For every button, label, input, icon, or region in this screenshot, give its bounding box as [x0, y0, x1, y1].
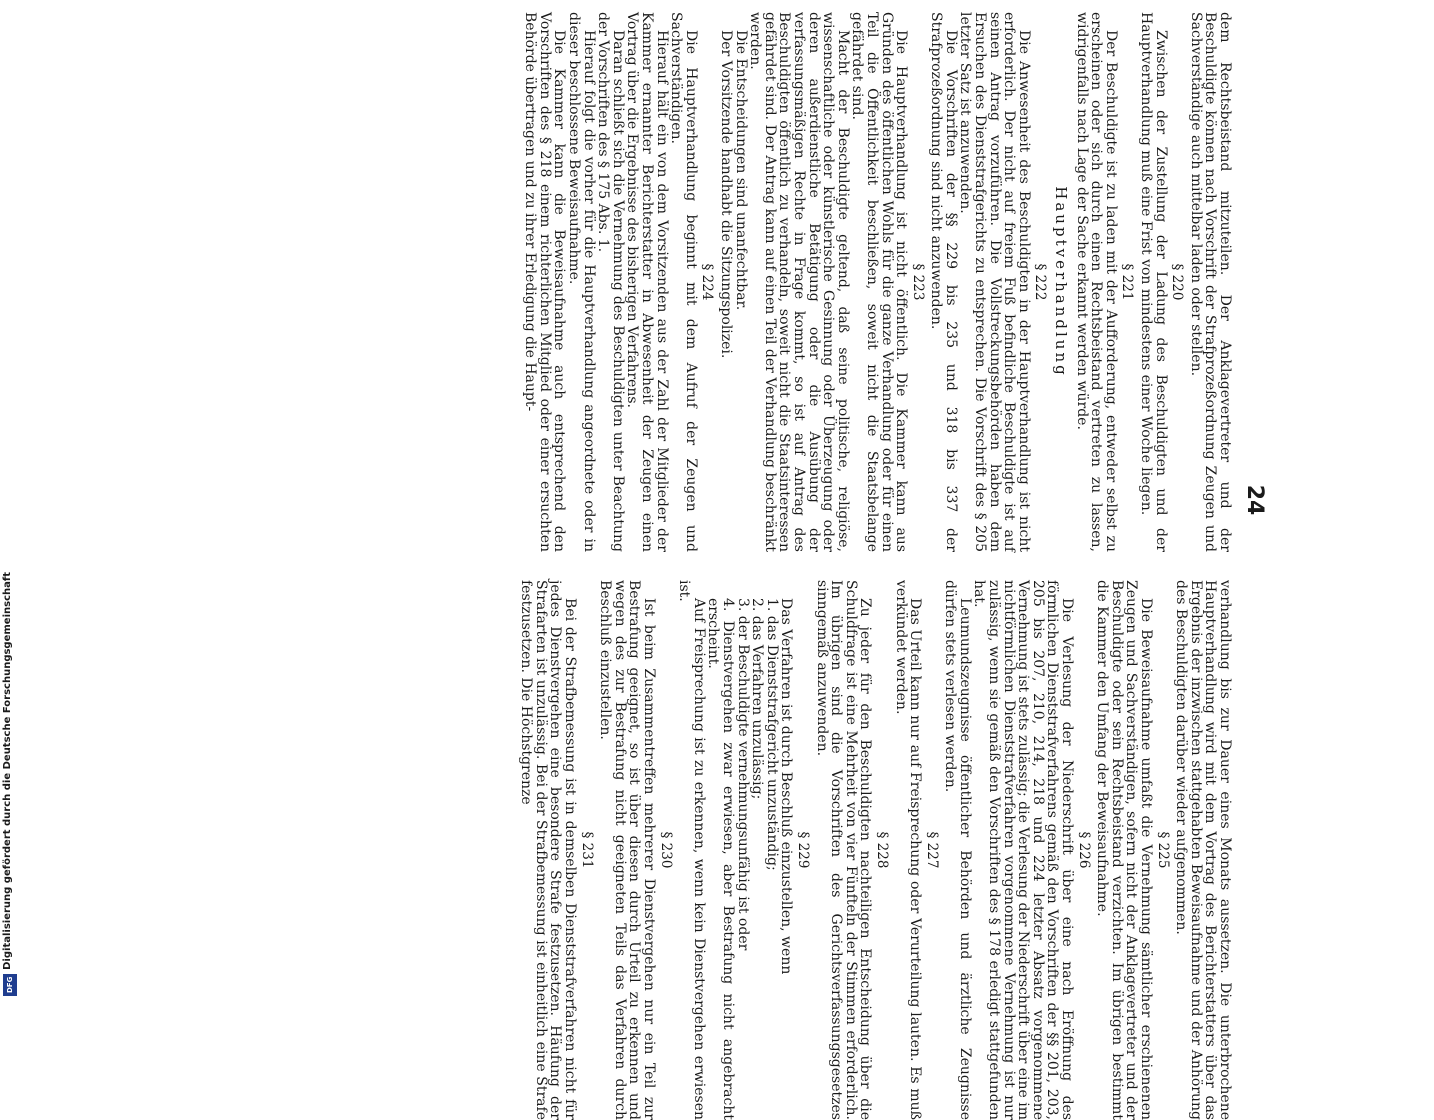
list-item: 4. Dienstvergehen zwar erwiesen, aber Bestrafung nicht angebracht erscheint. [705, 598, 736, 1120]
credit-text: Digitalisierung gefördert durch die Deutsche Forschungsgemeinschaft [2, 572, 13, 970]
paragraph: Der Vorsitzende handhabt die Sitzungspolizei. [718, 30, 734, 359]
paragraph: Daran schließt sich die Vernehmung des Beschuldigten unter Beachtung der Vorschriften des § 175 Abs. 1. [595, 12, 626, 552]
section-heading: § 222 [1032, 263, 1049, 301]
left-column [523, 12, 1232, 552]
section-heading: § 221 [1119, 263, 1136, 301]
paragraph: Ist beim Zusammentreffen mehrerer Dienstvergehen nur ein Teil zur Bestrafung geeignet, so ist über diesen durch Urteil zu erkennen und wegen des zur Bestrafung nicht geeigneten Teils das Verfahren durch Beschluß einzustellen. [597, 580, 658, 1120]
section-heading: § 224 [699, 263, 716, 301]
section-heading: § 220 [1169, 263, 1186, 301]
list-item: 2. das Verfahren unzulässig; [749, 598, 766, 800]
paragraph: Die Kammer kann die Beweisaufnahme auch entsprechend den Vorschriften des § 218 einem richterlichen Mitglied oder einer ersuchten Behörde übertragen und zu ihrer Erledigung die Haupt- [522, 12, 568, 552]
section-heading: § 228 [873, 831, 890, 869]
section-heading: § 227 [923, 831, 940, 869]
section-heading: § 225 [1154, 831, 1171, 869]
paragraph: Die Anwesenheit des Beschuldigten in der Hauptverhandlung ist nicht erforderlich. Der nicht auf freiem Fuß befindliche Beschuldigte ist auf seinen Antrag vorzuführen. Die Vollstreckungsbehörden haben dem Ersuchen des Dienststrafgerichts zu entsprechen. Die Vorschrift des § 205 letzter Satz ist anzuwenden. [957, 12, 1032, 552]
paragraph: Das Verfahren ist durch Beschluß einzustellen, wenn [778, 598, 795, 975]
paragraph: Die Hauptverhandlung ist nicht öffentlich. Die Kammer kann aus Gründen des öffentlichen Wohls für die ganze Verhandlung oder für einen Teil die Öffentlichkeit beschließen, soweit nicht die Staatsbelange gefährdet sind. [849, 12, 910, 552]
digitization-credit [0, 0, 22, 1000]
paragraph: Macht der Beschuldigte geltend, daß seine politische, religiöse, wissenschaftliche oder künstlerische Gesinnung oder Überzeugung oder deren außerdienstliche Betätigung oder die Ausübung der verfassungsmäßigen Rechte in Frage kommt, so ist auf Antrag des Beschuldigten öffentlich zu verhandeln, soweit nicht die Staatsinteressen gefährdet sind. Der Antrag kann auf einen Teil der Verhandlung beschränkt werden. [747, 12, 851, 552]
paragraph: Leumundszeugnisse öffentlicher Behörden und ärztliche Zeugnisse dürfen stets verlesen werden. [942, 580, 973, 1120]
paragraph: Bei der Strafbemessung ist in demselben Dienststrafverfahren nicht für jedes Dienstvergehen eine besondere Strafe festzusetzen. Häufung der Strafarten ist unzulässig. Bei der Strafbemessung ist einheitlich eine Strafe festzusetzen. Die Höchstgrenze [518, 580, 579, 1120]
paragraph: dem Rechtsbeistand mitzuteilen. Der Anklagevertreter und der Beschuldigte können nach Vorschrift der Strafprozeßordnung Zeugen und Sachverständige auch mittelbar laden oder stellen. [1187, 12, 1233, 552]
paragraph: Zwischen der Zustellung der Ladung des Beschuldigten und der Hauptverhandlung muß eine Frist von mindestens einer Woche liegen. [1138, 12, 1169, 552]
paragraph: Die Verlesung der Niederschrift über eine nach Eröffnung des förmlichen Dienststrafverfahrens gemäß den Vorschriften der §§ 201, 203, 205 bis 207, 210, 214, 218 und 224 letzter Absatz vorgenommene Vernehmung ist stets zulässig; die Verlesung der Niederschrift über eine im nichtförmlichen Dienststrafverfahren vorgenommene Vernehmung ist nur zulässig, wenn sie gemäß den Vorschriften des § 178 erledigt stattgefunden hat. [971, 580, 1076, 1120]
page-number: 24 [1242, 484, 1267, 516]
section-heading: § 230 [657, 831, 674, 869]
section-heading: § 226 [1075, 831, 1092, 869]
paragraph: Das Urteil kann nur auf Freisprechung oder Verurteilung lauten. Es muß verkündet werden. [892, 580, 924, 1120]
list-item: 3. der Beschuldigte vernehmungsunfähig ist oder [734, 598, 751, 951]
section-heading: § 231 [578, 831, 595, 869]
paragraph: verhandlung bis zur Dauer eines Monats aussetzen. Die unterbrochene Hauptverhandlung wird mit dem Vortrag des Berichterstatters über das Ergebnis der inzwischen stattgehabten Beweisaufnahme und der Anhörung des Beschuldigten darüber wieder aufgenommen. [1173, 580, 1233, 1120]
paragraph: Hierauf hält ein von dem Vorsitzenden aus der Zahl der Mitglieder der Kammer ernannter Berichterstatter in Abwesenheit der Zeugen einen Vortrag über die Ergebnisse des bisherigen Verfahrens. [624, 12, 670, 552]
paragraph: Auf Freisprechung ist zu erkennen, wenn kein Dienstvergehen erwiesen ist. [676, 580, 707, 1120]
document-page [117, 10, 1317, 1120]
right-column [519, 580, 1232, 1120]
paragraph: Die Vorschriften der §§ 229 bis 235 und 318 bis 337 der Strafprozeßordnung sind nicht anzuwenden. [928, 12, 959, 552]
dfg-logo-icon: DFG [3, 974, 17, 996]
paragraph: Die Entscheidungen sind unanfechtbar. [732, 30, 749, 311]
paragraph: Die Beweisaufnahme umfaßt die Vernehmung sämtlicher erschienenen Zeugen und Sachverständigen, sofern nicht der Anklagevertreter und der Beschuldigte oder sein Rechtsbeistand verzichten. Im übrigen bestimmt die Kammer den Umfang der Beweisaufnahme. [1094, 580, 1155, 1120]
paragraph: Der Beschuldigte ist zu laden mit der Aufforderung, entweder selbst zu erscheinen oder sich durch einen Rechtsbeistand vertreten zu lassen, widrigenfalls nach Lage der Sache erkannt werden würde. [1073, 12, 1119, 552]
list-item: 1. das Dienststrafgericht unzuständig; [763, 598, 780, 871]
section-heading: § 223 [909, 263, 926, 301]
paragraph: Die Hauptverhandlung beginnt mit dem Aufruf der Zeugen und Sachverständigen. [668, 12, 699, 552]
paragraph: Hierauf folgt die vorher für die Hauptverhandlung angeordnete oder in dieser beschlossene Beweisaufnahme. [566, 12, 597, 552]
chapter-title: Hauptverhandlung [1052, 186, 1071, 378]
section-heading: § 229 [794, 831, 811, 869]
paragraph: Zu jeder für den Beschuldigten nachteiligen Entscheidung über die Schuldfrage ist eine Mehrheit von vier Fünfteln der Stimmen erforderlich. Im übrigen sind die Vorschriften des Gerichtsverfassungsgesetzes sinngemäß anzuwenden. [813, 580, 874, 1120]
